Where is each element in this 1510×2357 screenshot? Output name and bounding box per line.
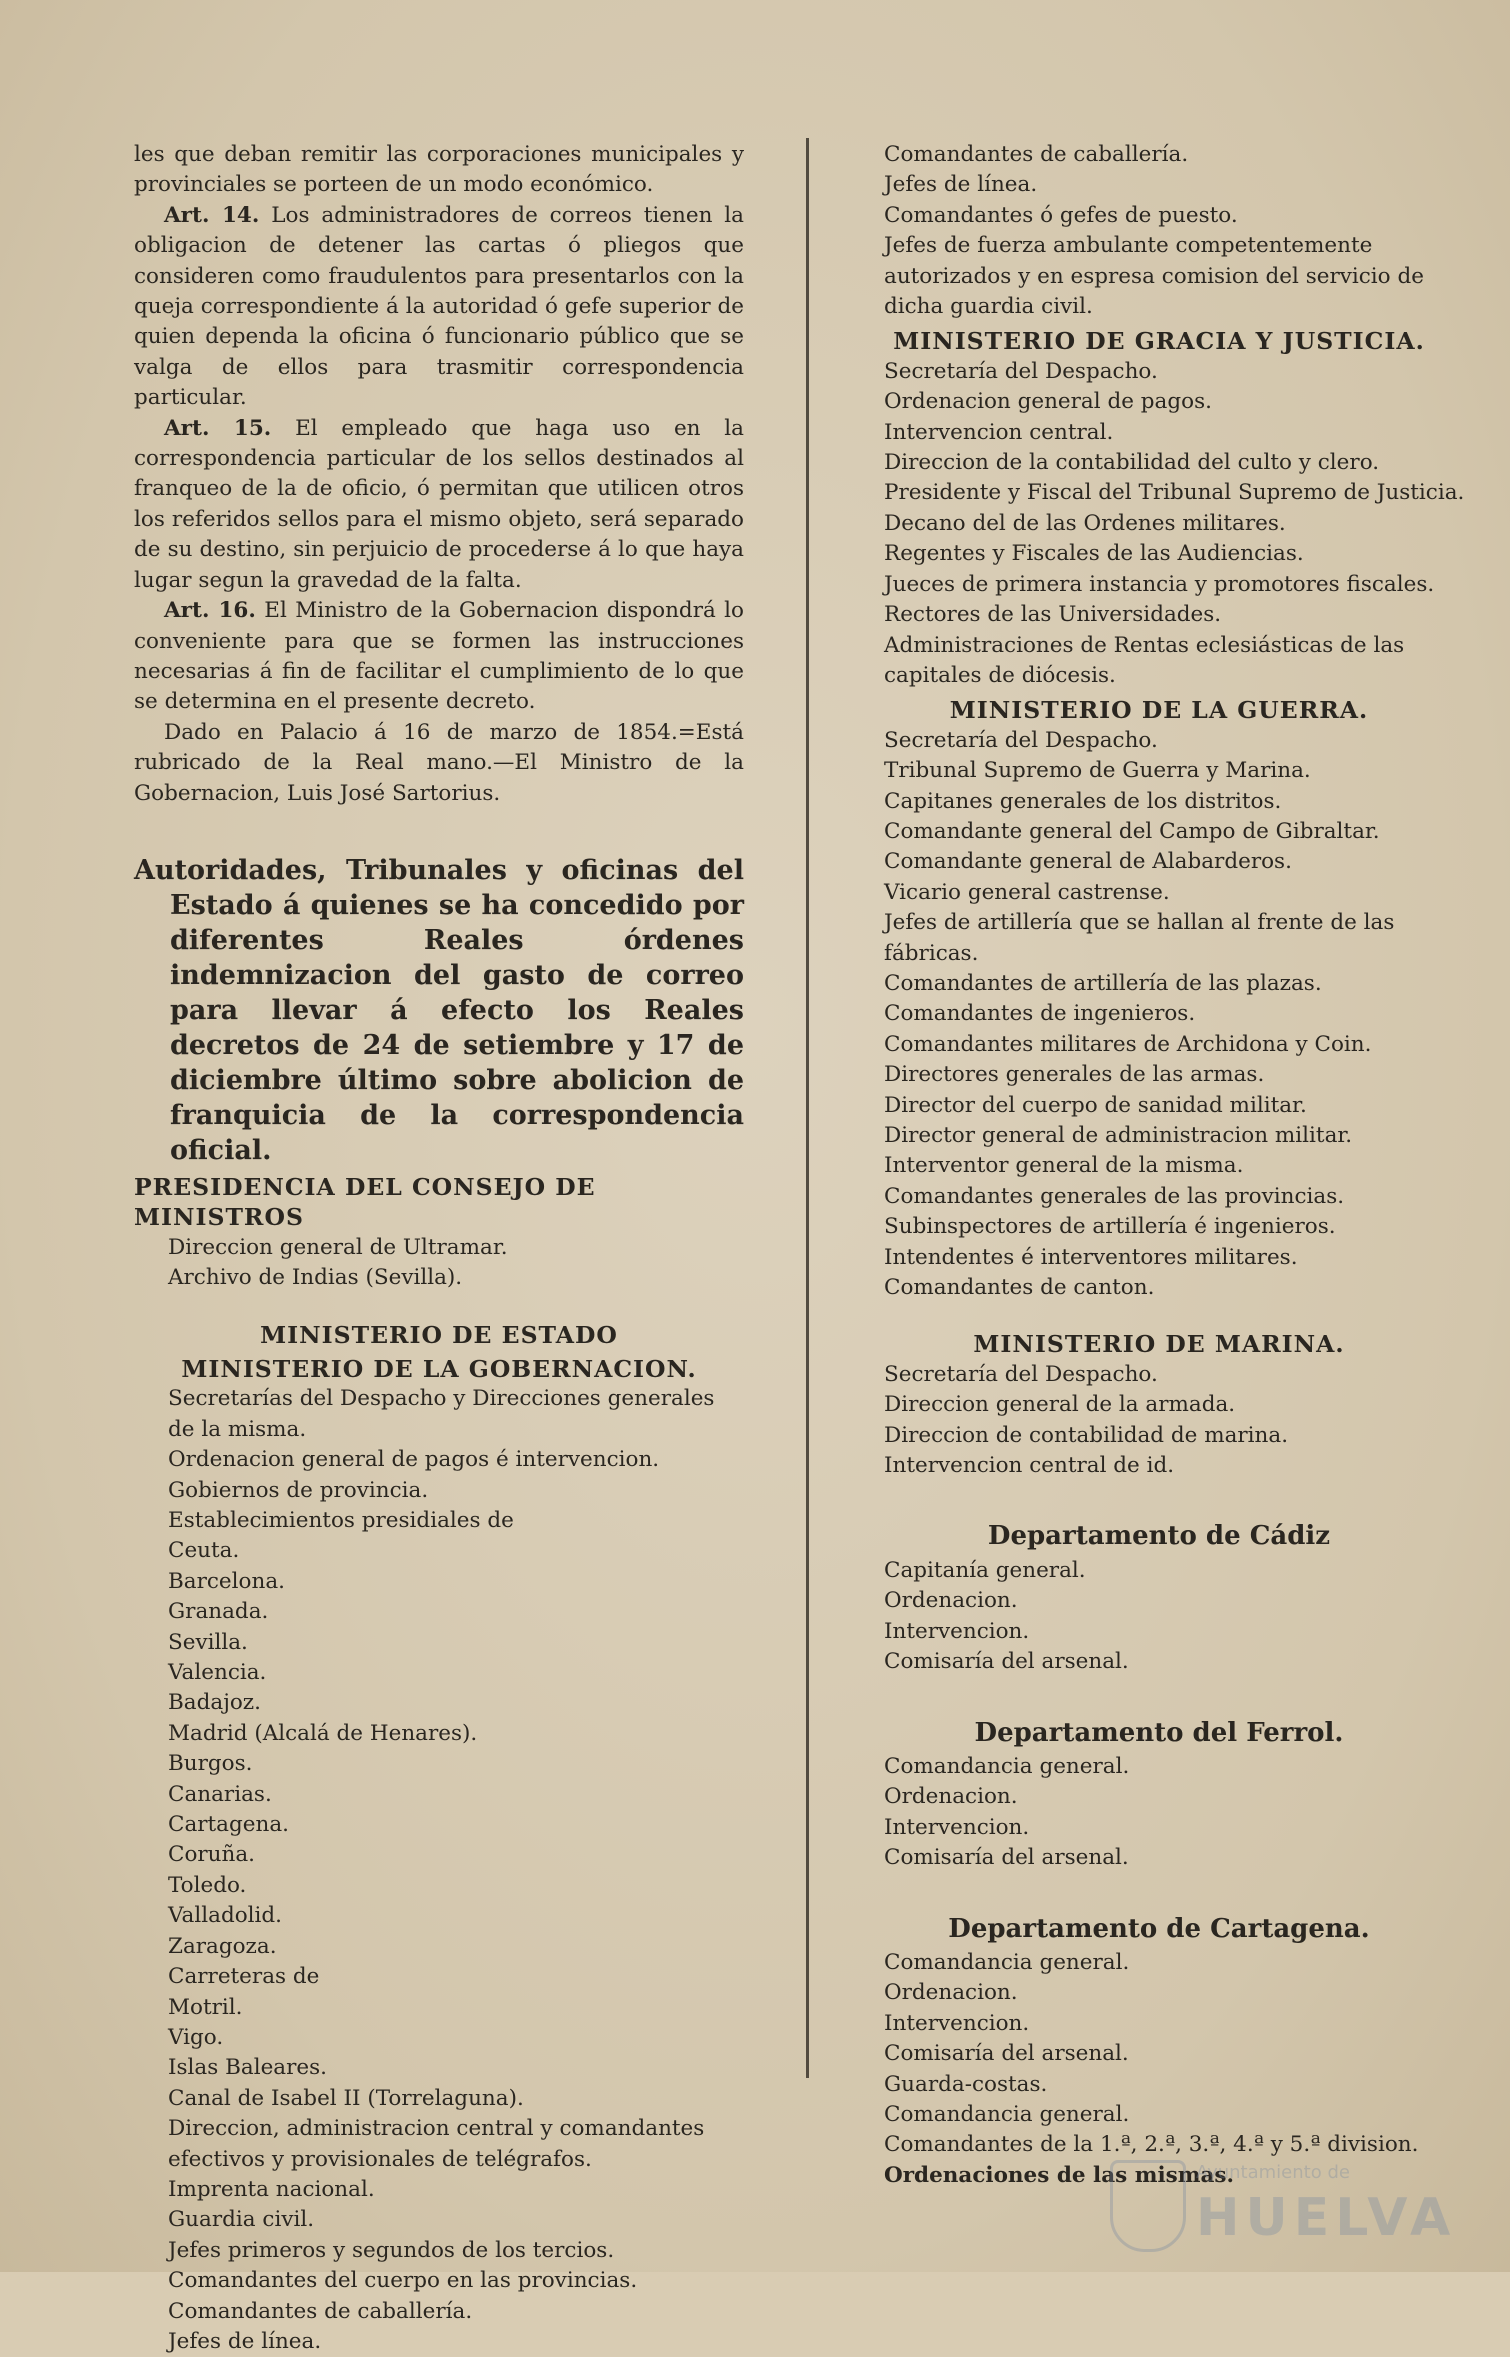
list-item: Jefes de línea. <box>884 172 1038 198</box>
list-item: Comandantes ó gefes de puesto. <box>884 202 1238 228</box>
article-16-text: El Ministro de la Gobernacion dispondrá lo conveniente para que se formen las instrucciones necesarias á fin de facilitar el cumplimiento de lo que se determina en el presente decreto. <box>134 598 744 715</box>
list-item: Ordenacion. <box>884 1588 1018 1614</box>
archive-watermark <box>1110 2150 1500 2260</box>
list-item: Comisaría del arsenal. <box>884 1649 1129 1675</box>
list-item: Comisaría del arsenal. <box>884 2041 1129 2067</box>
list-item: Jueces de primera instancia y promotores fiscales. <box>884 571 1435 597</box>
list-item: Establecimientos presidiales de <box>168 1508 514 1533</box>
list-item: Interventor general de la misma. <box>884 1153 1244 1179</box>
list-item: Comandantes de caballería. <box>884 142 1189 167</box>
list-item: Director del cuerpo de sanidad militar. <box>884 1092 1307 1118</box>
list-item: Comandantes del cuerpo en las provincias. <box>168 2268 638 2294</box>
list-item: Secretarías del Despacho y Direcciones generales de la misma. <box>168 1386 715 1442</box>
city-item: Barcelona. <box>168 1568 285 1594</box>
list-item: Comandancia general. <box>884 2101 1130 2127</box>
list-item: Comandantes de artillería de las plazas. <box>884 970 1322 996</box>
list-item: Tribunal Supremo de Guerra y Marina. <box>884 758 1311 784</box>
city-item: Sevilla. <box>168 1629 248 1655</box>
heading-marina: MINISTERIO DE MARINA. <box>973 1330 1345 1359</box>
right-column <box>850 140 1468 2191</box>
list-item: Direccion, administracion central y comandantes efectivos y provisionales de telégrafos. <box>168 2116 705 2172</box>
list-item: Comandancia general. <box>884 1753 1130 1779</box>
list-item: Intendentes é interventores militares. <box>884 1244 1298 1270</box>
list-item: Direccion de contabilidad de marina. <box>884 1422 1289 1448</box>
city-item: Burgos. <box>168 1751 253 1777</box>
list-item: Jefes de artillería que se hallan al frente de las fábricas. <box>884 910 1395 966</box>
city-item: Valladolid. <box>168 1903 282 1929</box>
list-item: Intervencion. <box>884 2010 1030 2036</box>
list-item: Ordenacion. <box>884 1784 1018 1810</box>
coat-of-arms-icon <box>1110 2160 1186 2252</box>
city-item: Ceuta. <box>168 1538 240 1564</box>
article-15 <box>134 414 744 596</box>
watermark-line-2: HUELVA <box>1196 2188 1457 2248</box>
list-item: Decano del de las Ordenes militares. <box>884 510 1286 536</box>
city-item: Motril. <box>168 1994 243 2020</box>
city-item: Cartagena. <box>168 1812 289 1838</box>
list-item: Rectores de las Universidades. <box>884 602 1222 628</box>
article-16 <box>134 596 744 718</box>
city-item: Madrid (Alcalá de Henares). <box>168 1720 478 1746</box>
list-item: Subinspectores de artillería é ingenieros. <box>884 1214 1336 1240</box>
heading-ministerio-estado: MINISTERIO DE ESTADO <box>260 1320 618 1349</box>
list-item: Imprenta nacional. <box>168 2176 375 2202</box>
heading-gracia-justicia: MINISTERIO DE GRACIA Y JUSTICIA. <box>893 327 1425 356</box>
list-item: Secretaría del Despacho. <box>884 727 1158 753</box>
decree-paragraph: les que deban remitir las corporaciones municipales y provinciales se porteen de un modo económico. <box>134 142 744 198</box>
list-item: Intervencion central de id. <box>884 1453 1175 1479</box>
article-15-text: El empleado que haga uso en la correspondencia particular de los sellos destinados al franqueo de la de oficio, ó permitan que utilicen otros los referidos sellos para el mismo objeto, será separado de su destino, sin perjuicio de procederse á lo que haya lugar segun la gravedad de la falta. <box>134 415 744 593</box>
list-item: Ordenacion general de pagos. <box>884 389 1212 415</box>
list-item: Director general de administracion militar. <box>884 1123 1353 1148</box>
list-item: Intervencion central. <box>884 419 1114 445</box>
city-item: Granada. <box>168 1599 269 1625</box>
list-item: Secretaría del Despacho. <box>884 1361 1158 1387</box>
article-14 <box>134 201 744 414</box>
list-item: Ordenacion. <box>884 1980 1018 2006</box>
list-item: Comandantes generales de las provincias. <box>884 1183 1345 1209</box>
list-item: Jefes de línea. <box>168 2328 322 2354</box>
list-item: Jefes primeros y segundos de los tercios. <box>168 2237 615 2263</box>
article-14-text: Los administradores de correos tienen la obligacion de detener las cartas ó pliegos que consideren como fraudulentos para presentarlos con la queja correspondiente á la autoridad ó gefe superior de quien dependa la oficina ó funcionario público que se valga de ellos para trasmitir correspondencia particular. <box>134 202 744 411</box>
city-item: Coruña. <box>168 1842 256 1868</box>
city-item: Vigo. <box>168 2024 224 2050</box>
list-item: Comandante general de Alabarderos. <box>884 849 1292 875</box>
list-item: Vicario general castrense. <box>884 879 1170 905</box>
list-item: Comandantes de la 1.ª, 2.ª, 3.ª, 4.ª y 5.ª division. <box>884 2132 1419 2158</box>
heading-ferrol: Departamento del Ferrol. <box>974 1717 1344 1748</box>
city-item: Zaragoza. <box>168 1933 277 1959</box>
list-item: Comandantes de canton. <box>884 1275 1155 1301</box>
list-item: Comandantes de caballería. <box>168 2298 473 2324</box>
decree-signature: Dado en Palacio á 16 de marzo de 1854.=Está rubricado de la Real mano.—El Ministro de la Gobernacion, Luis José Sartorius. <box>134 719 744 806</box>
list-item: Direccion general de Ultramar. <box>168 1234 508 1260</box>
article-16-number: Art. 16. <box>164 598 256 624</box>
list-item: Comisaría del arsenal. <box>884 1845 1129 1871</box>
left-column <box>134 140 744 2357</box>
article-14-number: Art. 14. <box>164 202 260 228</box>
list-item: Guarda-costas. <box>884 2071 1048 2097</box>
list-item: Gobiernos de provincia. <box>168 1477 429 1503</box>
list-item: Capitanía general. <box>884 1557 1086 1583</box>
article-15-number: Art. 15. <box>164 415 272 441</box>
heading-presidencia: PRESIDENCIA DEL CONSEJO DE MINISTROS <box>134 1172 596 1232</box>
city-item: Canarias. <box>168 1781 272 1807</box>
heading-cadiz: Departamento de Cádiz <box>987 1521 1331 1552</box>
list-item: Capitanes generales de los distritos. <box>884 788 1282 814</box>
city-item: Islas Baleares. <box>168 2055 327 2081</box>
list-item: Directores generales de las armas. <box>884 1062 1265 1088</box>
list-item: Intervencion. <box>884 1618 1030 1644</box>
heading-ministerio-gobernacion: MINISTERIO DE LA GOBERNACION. <box>181 1354 697 1383</box>
list-item: Direccion de la contabilidad del culto y clero. <box>884 450 1380 476</box>
city-item: Valencia. <box>168 1660 267 1686</box>
list-item: Guardia civil. <box>168 2207 315 2233</box>
heading-cartagena: Departamento de Cartagena. <box>948 1913 1370 1944</box>
city-item: Toledo. <box>168 1872 247 1898</box>
list-item: Intervencion. <box>884 1814 1030 1840</box>
list-item: Presidente y Fiscal del Tribunal Supremo de Justicia. <box>884 480 1465 506</box>
list-item: Comandancia general. <box>884 1949 1130 1975</box>
watermark-line-1: Ayuntamiento de <box>1196 2162 1350 2183</box>
city-item: Carreteras de <box>168 1964 320 1990</box>
list-item: Direccion general de la armada. <box>884 1392 1236 1418</box>
column-divider <box>806 138 809 2078</box>
list-item: Ordenacion general de pagos é intervencion. <box>168 1447 660 1473</box>
list-item: Administraciones de Rentas eclesiásticas de las capitales de diócesis. <box>884 632 1405 688</box>
list-item: Comandante general del Campo de Gibraltar. <box>884 818 1380 844</box>
list-item: Secretaría del Despacho. <box>884 358 1158 384</box>
city-item: Badajoz. <box>168 1690 261 1716</box>
list-item: Jefes de fuerza ambulante competentemente autorizados y en espresa comision del servicio de dicha guardia civil. <box>884 233 1424 320</box>
list-item: Comandantes militares de Archidona y Coin. <box>884 1031 1372 1057</box>
list-item: Ordenaciones de las mismas. <box>884 2162 1235 2188</box>
section-title: Autoridades, Tribunales y oficinas del Estado á quienes se ha concedido por diferentes Reales órdenes indemnizacion del gasto de correo para llevar á efecto los Reales decretos de 24 de setiembre y 17 de diciembre último sobre abolicion de franquicia de la correspondencia oficial. <box>134 854 744 1166</box>
city-item: Canal de Isabel II (Torrelaguna). <box>168 2085 524 2111</box>
list-item: Regentes y Fiscales de las Audiencias. <box>884 541 1304 567</box>
list-item: Comandantes de ingenieros. <box>884 1001 1196 1027</box>
list-item: Archivo de Indias (Sevilla). <box>168 1265 463 1291</box>
heading-guerra: MINISTERIO DE LA GUERRA. <box>949 696 1369 725</box>
